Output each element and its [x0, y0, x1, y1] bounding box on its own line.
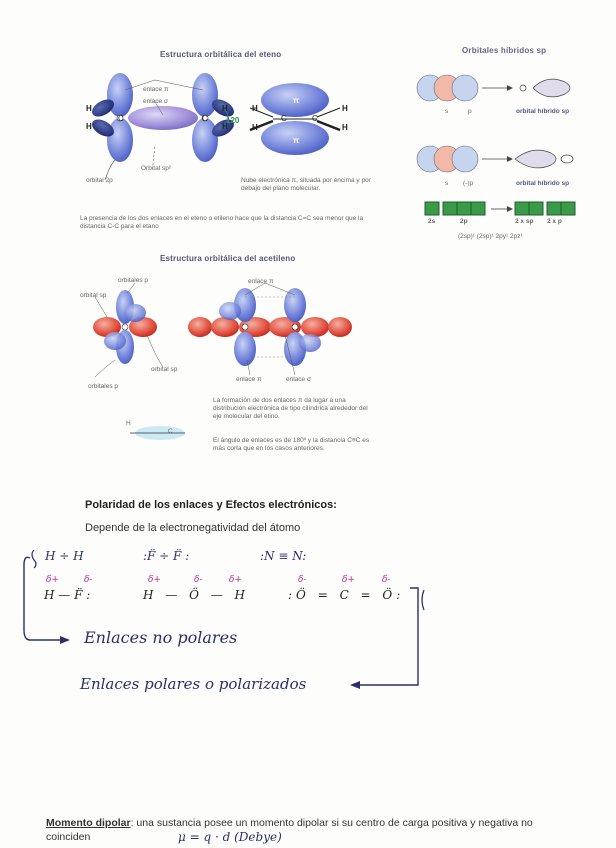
label-c-1: C: [118, 114, 124, 123]
partial-charge-5: δ+: [229, 575, 242, 585]
label-c-3: C: [281, 114, 287, 123]
label-h-5: H: [252, 104, 258, 113]
label-h-7: H: [342, 104, 348, 113]
note-nonpolar: Enlaces no polares: [84, 628, 238, 647]
dipole-label: Momento dipolar: [46, 817, 131, 829]
nonpolar-example-3: :N ≡ N:: [260, 549, 307, 563]
label-h-1: H: [86, 104, 92, 113]
acetylene-label-enlace-pi-bottom: enlace π: [236, 376, 262, 383]
config-formula: (2sp)¹ (2sp)¹ 2py¹ 2pz¹: [458, 233, 523, 240]
partial-charge-8: δ-: [382, 575, 391, 585]
partial-charge-2: δ-: [84, 575, 93, 585]
label-angle-120: 120: [226, 116, 240, 125]
ethene-note: La presencia de los dos enlaces en el eteno o etileno hace que la distancia C=C sea menor que la distancia C-C para el etano: [80, 215, 364, 230]
acetylene-label-enlace-pi-top: enlace π: [248, 278, 274, 285]
acetylene-label-orbitales-p2: orbitales p: [88, 383, 118, 390]
acetylene-cylinder-sketch: [125, 418, 195, 448]
acetylene-caption-1: La formación de dos enlaces π da lugar a una distribución electrónica de tipo cilíndrica alrededor del eje molecular del etino.: [213, 397, 368, 420]
partial-charge-3: δ+: [148, 575, 161, 585]
partial-charge-6: δ-: [298, 575, 307, 585]
nonpolar-example-2: :F̈ ÷ F̈ :: [143, 549, 190, 563]
hybrid-label-p: p: [468, 108, 472, 115]
acetylene-label-orbitales-p: orbitales p: [118, 277, 148, 284]
ethene-title: Estructura orbitálica del eteno: [160, 50, 282, 59]
partial-charge-1: δ+: [46, 575, 59, 585]
partial-charge-7: δ+: [342, 575, 355, 585]
label-h-2: H: [86, 122, 92, 131]
hybrid-label-sp-1: orbital híbrido sp: [516, 108, 570, 115]
config-box-label-2xsp: 2 x sp: [515, 218, 534, 225]
dipole-paragraph: [46, 816, 566, 844]
config-box-label-2xp: 2 x p: [547, 218, 562, 225]
acetylene-label-orbital-sp: orbital sp: [80, 292, 107, 299]
acetylene-c-label: C: [168, 428, 173, 435]
electron-config-boxes: [425, 200, 575, 220]
partial-charge-4: δ-: [194, 575, 203, 585]
label-enlace-pi: enlace π: [143, 86, 169, 93]
label-orbital-2p: orbital 2p: [86, 177, 113, 184]
ethene-caption: Nube electrónica π, situada por encima y por debajo del plano molecular.: [241, 177, 371, 192]
acetylene-caption-2: El ángulo de enlaces es de 180º y la distancia C≡C es más corta que en los casos anteriores.: [213, 437, 370, 452]
hybrid-orbital-diagram-1: [415, 72, 585, 112]
polar-example-1: H — F̈ :: [44, 588, 91, 602]
label-c-2: C: [202, 114, 208, 123]
label-enlace-sigma: enlace σ: [143, 98, 168, 105]
hybrid-label-cp: (-)p: [463, 180, 474, 187]
polar-example-2: H — Ö — H: [143, 588, 250, 602]
label-h-6: H: [252, 123, 258, 132]
config-box-label-2p: 2p: [460, 218, 468, 225]
acetylene-label-orbital-sp2: orbital sp: [151, 366, 178, 373]
hybrid-label-s: s: [445, 108, 449, 115]
dipole-formula: μ = q · d (Debye): [178, 830, 282, 844]
polar-example-3: :Ö = C = Ö:: [288, 588, 405, 602]
nonpolar-example-1: H ÷ H: [45, 549, 84, 563]
label-pi-top: π: [293, 96, 300, 105]
acetylene-title: Estructura orbitálica del acetileno: [160, 254, 296, 263]
hybrid-label-sp-2: orbital híbrido sp: [516, 180, 570, 187]
acetylene-h-label: H: [126, 420, 131, 427]
label-orbital-sp2: Orbital sp²: [141, 165, 171, 172]
config-box-label-2s: 2s: [428, 218, 436, 225]
label-h-4: H: [222, 122, 228, 131]
label-h-3: H: [222, 104, 228, 113]
hybrid-orbital-diagram-2: [415, 143, 585, 183]
dipole-text: : una sustancia posee un momento dipolar si su centro de carga positiva y negativa no coinciden: [46, 817, 533, 843]
note-polar: Enlaces polares o polarizados: [80, 675, 307, 693]
polarity-heading: Polaridad de los enlaces y Efectos electrónicos:: [85, 499, 337, 511]
acetylene-label-enlace-sigma: enlace σ: [286, 376, 311, 383]
polarity-subheading: Depende de la electronegatividad del átomo: [85, 522, 301, 534]
hybrid-title: Orbitales híbridos sp: [462, 46, 547, 55]
label-c-4: C: [312, 114, 318, 123]
hybrid-label-s-2: s: [445, 180, 449, 187]
ethene-orbital-diagram: [85, 70, 325, 190]
label-h-8: H: [342, 123, 348, 132]
acetylene-orbital-diagram: [85, 275, 385, 385]
label-pi-bottom: π: [293, 136, 300, 145]
